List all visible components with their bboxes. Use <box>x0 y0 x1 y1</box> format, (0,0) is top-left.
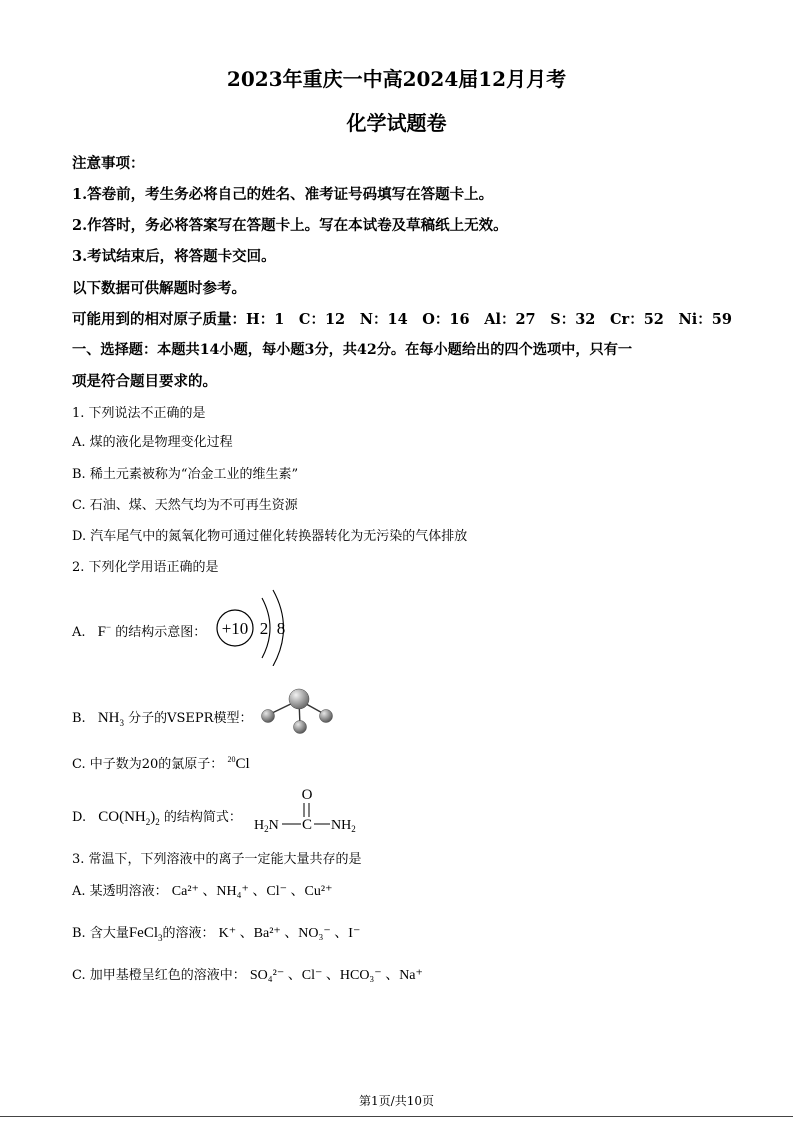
hydrogen-atom <box>262 710 275 723</box>
ion-list: SO₄²⁻ 、Cl⁻ 、HCO₃⁻ 、Na⁺ <box>249 968 423 983</box>
atomic-mass: Cr：52 <box>610 311 664 328</box>
atomic-mass: O：16 <box>422 311 470 328</box>
page-number: 第1页/共10页 <box>359 1094 434 1108</box>
hydrogen-atom <box>294 721 307 734</box>
ferric-chloride-formula: FeCl$_3$ <box>128 925 163 943</box>
fluoride-formula: F− <box>97 622 112 640</box>
option-text: 的溶液： <box>162 926 215 941</box>
note-item: 2.作答时，务必将答案写在答题卡上。写在本试卷及草稿纸上无效。 <box>72 217 508 234</box>
ion-list: K⁺ 、Ba²⁺ 、NO₃⁻ 、I⁻ <box>218 926 361 941</box>
nitrogen-atom <box>289 689 309 709</box>
q2-option-a <box>72 621 206 641</box>
shell-electrons-2: 8 <box>276 619 286 638</box>
question-3-stem: 3. 常温下，下列溶液中的离子一定能大量共存的是 <box>72 852 362 867</box>
vsepr-model-diagram <box>258 686 338 738</box>
option-text: C. 加甲基橙呈红色的溶液中： <box>72 968 246 983</box>
q3-option-a <box>72 880 332 900</box>
notes-heading: 注意事项： <box>72 155 145 172</box>
option-text: A. 某透明溶液： <box>72 884 168 899</box>
question-2-stem: 2. 下列化学用语正确的是 <box>72 560 219 575</box>
atomic-mass: S：32 <box>550 311 596 328</box>
urea-structure-diagram <box>252 784 364 836</box>
atomic-mass: Ni：59 <box>678 311 732 328</box>
ion-list: Ca²⁺ 、NH₄⁺ 、Cl⁻ 、Cu²⁺ <box>171 884 333 899</box>
section-heading-cont: 项是符合题目要求的。 <box>72 373 217 390</box>
ammonia-formula: $NH_3$ <box>97 710 124 728</box>
option-text: B. 含大量 <box>72 926 129 941</box>
nucleus-charge: +10 <box>221 619 249 638</box>
page-subtitle: 化学试题卷 <box>346 111 447 135</box>
carbon-label: C <box>301 817 313 833</box>
q2-option-d <box>72 806 242 827</box>
option-label: A. <box>72 625 86 640</box>
hydrogen-atom <box>320 710 333 723</box>
option-label: D. <box>72 810 87 825</box>
option-text: 的结构简式： <box>163 810 242 825</box>
q3-option-c <box>72 964 423 984</box>
note-item: 3.考试结束后，将答题卡交回。 <box>72 248 276 265</box>
q1-option-c: C. 石油、煤、天然气均为不可再生资源 <box>72 498 298 513</box>
atomic-mass: Al：27 <box>484 311 536 328</box>
page-title: 2023年重庆一中高2024届12月月考 <box>226 67 567 91</box>
atomic-structure-diagram <box>212 586 292 666</box>
chlorine-isotope: $^{20}$Cl <box>227 755 250 772</box>
amine-left: $H_2N$ <box>254 818 279 834</box>
section-heading: 一、选择题：本题共14小题，每小题3分，共42分。在每小题给出的四个选项中，只有一 <box>72 342 633 358</box>
q1-option-d: D. 汽车尾气中的氮氧化物可通过催化转换器转化为无污染的气体排放 <box>72 529 468 544</box>
question-1-stem: 1. 下列说法不正确的是 <box>72 406 206 421</box>
atomic-masses-label: 可能用到的相对原子质量： <box>72 311 246 328</box>
option-text: 的结构示意图： <box>115 625 207 640</box>
oxygen-label: O <box>301 787 313 803</box>
urea-formula: $CO(NH_2)_2$ <box>98 809 160 827</box>
amine-right: $NH_2$ <box>331 818 356 834</box>
page-bottom-divider <box>0 1116 793 1117</box>
option-label: B. <box>72 711 86 726</box>
atomic-mass: C：12 <box>298 311 346 328</box>
q1-option-b: B. 稀土元素被称为“冶金工业的维生素” <box>72 467 299 482</box>
note-item: 1.答卷前，考生务必将自己的姓名、准考证号码填写在答题卡上。 <box>72 186 494 203</box>
shell-electrons-1: 2 <box>259 619 269 638</box>
q2-option-c <box>72 753 250 773</box>
q1-option-a: A. 煤的液化是物理变化过程 <box>72 435 233 450</box>
option-text: 分子的VSEPR模型： <box>128 711 253 726</box>
q2-option-b <box>72 707 252 728</box>
atomic-mass: H：1 <box>246 311 285 328</box>
q3-option-b <box>72 922 360 943</box>
data-note: 以下数据可供解题时参考。 <box>72 280 246 297</box>
atomic-masses-line <box>72 308 732 329</box>
option-text: C. 中子数为20的氯原子： <box>72 757 224 772</box>
atomic-mass: N：14 <box>359 311 408 328</box>
